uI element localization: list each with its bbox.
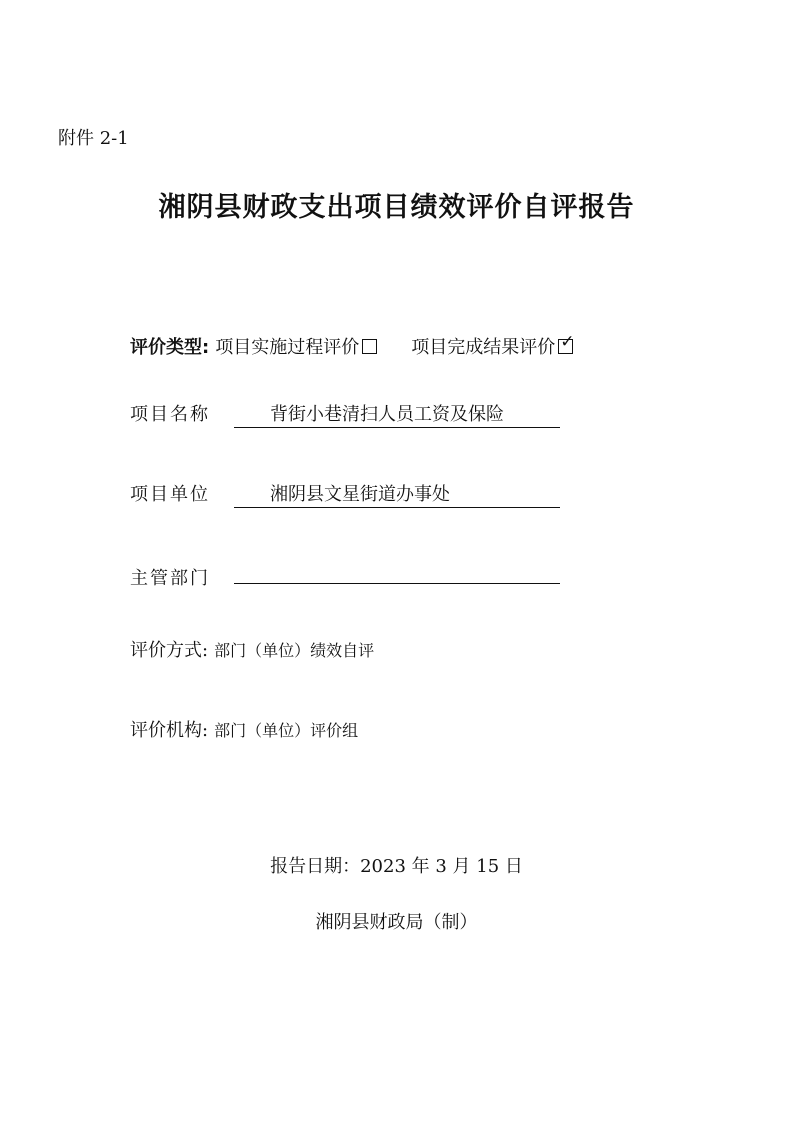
evaluation-agency-value: 部门（单位）评价组 [214, 721, 359, 740]
document-title: 湘阴县财政支出项目绩效评价自评报告 [158, 192, 635, 223]
evaluation-type-row [130, 333, 573, 359]
issuer: 湘阴县财政局（制） [315, 912, 478, 933]
option-process-label: 项目实施过程评价 [215, 337, 360, 358]
supervisor-field[interactable] [234, 558, 560, 584]
checkmark-icon: ✓ [560, 332, 575, 352]
evaluation-agency-row [130, 716, 358, 742]
attachment-label: 附件 2-1 [58, 128, 129, 149]
supervisor-row [130, 558, 560, 590]
project-name-field[interactable]: 背街小巷清扫人员工资及保险 [234, 402, 560, 428]
evaluation-method-label: 评价方式: [130, 640, 209, 661]
report-date: 报告日期：2023 年 3 月 15 日 [270, 856, 523, 877]
supervisor-label: 主管部门 [130, 568, 210, 589]
evaluation-agency-label: 评价机构: [130, 720, 209, 741]
option-process-checkbox[interactable] [362, 339, 377, 354]
evaluation-method-row [130, 636, 374, 662]
option-result-label: 项目完成结果评价 [411, 337, 556, 358]
option-result-checkbox[interactable] [558, 332, 575, 354]
project-unit-label: 项目单位 [130, 484, 210, 505]
project-unit-row [130, 480, 560, 508]
evaluation-type-label: 评价类型: [130, 337, 210, 358]
project-name-label: 项目名称 [130, 404, 210, 425]
evaluation-method-value: 部门（单位）绩效自评 [214, 641, 375, 660]
project-name-row [130, 400, 560, 428]
project-unit-field[interactable]: 湘阴县文星街道办事处 [234, 482, 560, 508]
